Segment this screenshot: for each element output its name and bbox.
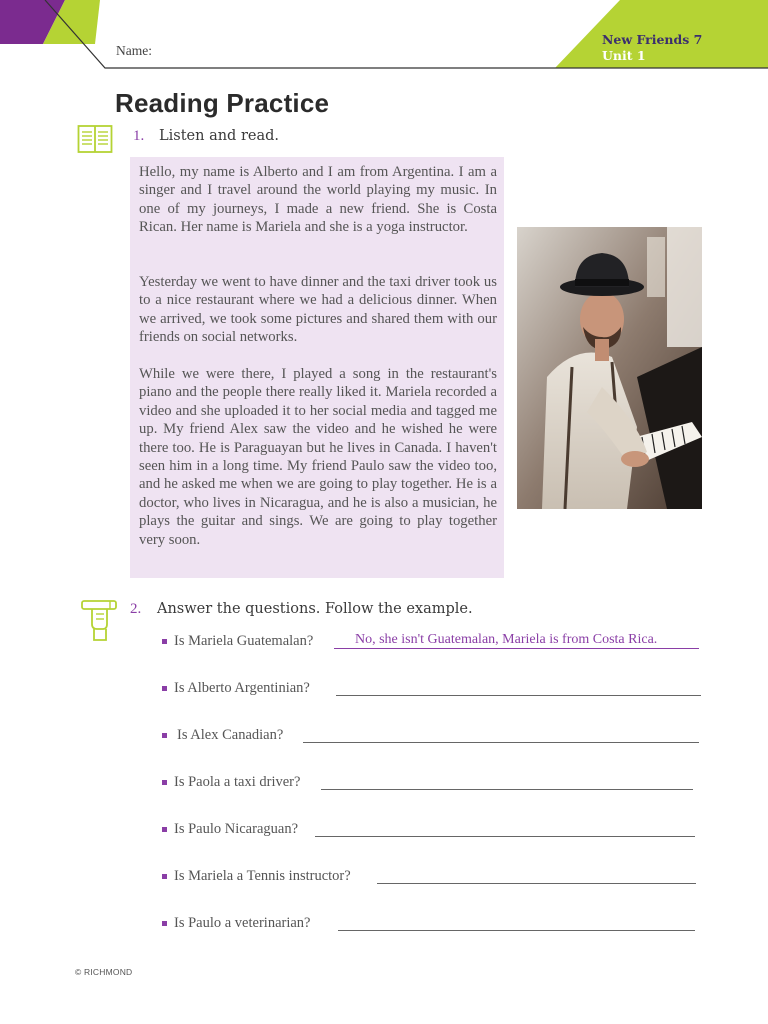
bullet-icon	[162, 639, 167, 644]
answer-line[interactable]	[303, 742, 699, 743]
bullet-icon	[162, 780, 167, 785]
book-icon	[77, 124, 113, 154]
brand-label	[602, 32, 702, 64]
answer-line[interactable]	[321, 789, 693, 790]
answer-line[interactable]	[336, 695, 701, 696]
question-text: Is Alex Canadian?	[177, 727, 284, 743]
piano-player-photo	[517, 227, 702, 509]
exercise-1-number: 1.	[133, 128, 145, 144]
bullet-icon	[162, 827, 167, 832]
answer-line[interactable]	[338, 930, 695, 931]
brand-title: New Friends 7	[602, 32, 703, 47]
question-item	[162, 727, 702, 747]
question-text: Is Mariela a Tennis instructor?	[174, 868, 351, 884]
copyright-footer: © RICHMOND	[75, 967, 133, 977]
reading-paragraph-2: Yesterday we went to have dinner and the taxi driver took us to a nice restaurant where we had a delicious dinner. When we arrived, we took some pictures and shared them with our friends on social networks.	[139, 274, 497, 346]
bullet-icon	[162, 686, 167, 691]
bullet-icon	[162, 874, 167, 879]
reading-text-box	[130, 157, 504, 578]
question-item	[162, 868, 702, 888]
question-text: Is Paola a taxi driver?	[174, 774, 301, 790]
exercise-2-instruction: Answer the questions. Follow the example.	[157, 601, 473, 617]
answer-line[interactable]	[377, 883, 696, 884]
reading-paragraph-3: While we were there, I played a song in the restaurant's piano and the people there really liked it. Mariela recorded a video and she uploaded it to her social media and tagged me up. My friend Alex saw the video and he wished he were there too. He is Paraguayan but he lives in Canada. I haven't seen him in a long time. My friend Paulo saw the video too, and he asked me when we are going to play together. He is a doctor, who lives in Nicaragua, and he is also a musician, he plays the guitar and sings. We are going to play together very soon.	[139, 366, 497, 548]
brand-unit: Unit 1	[602, 48, 646, 63]
question-text: Is Paulo Nicaraguan?	[174, 821, 299, 837]
question-item	[162, 633, 702, 653]
question-text: Is Paulo a veterinarian?	[174, 915, 311, 931]
answer-line[interactable]	[315, 836, 695, 837]
question-item	[162, 915, 702, 935]
question-item	[162, 680, 702, 700]
exercise-2-number: 2.	[130, 601, 142, 617]
page-title: Reading Practice	[115, 88, 330, 118]
bullet-icon	[162, 733, 167, 738]
question-item	[162, 821, 702, 841]
name-label: Name:	[116, 43, 152, 58]
pencil-hand-icon	[80, 598, 118, 642]
question-item	[162, 774, 702, 794]
question-text: Is Alberto Argentinian?	[174, 680, 310, 696]
bullet-icon	[162, 921, 167, 926]
answer-line	[334, 648, 699, 649]
question-text: Is Mariela Guatemalan?	[174, 633, 314, 649]
exercise-1-instruction: Listen and read.	[159, 128, 279, 144]
example-answer: No, she isn't Guatemalan, Mariela is from Costa Rica.	[355, 632, 658, 647]
reading-paragraph-1: Hello, my name is Alberto and I am from Argentina. I am a singer and I travel around the world playing my music. In one of my journeys, I made a new friend. She is Costa Rican. Her name is Mariela and she is a yoga instructor.	[139, 164, 497, 236]
